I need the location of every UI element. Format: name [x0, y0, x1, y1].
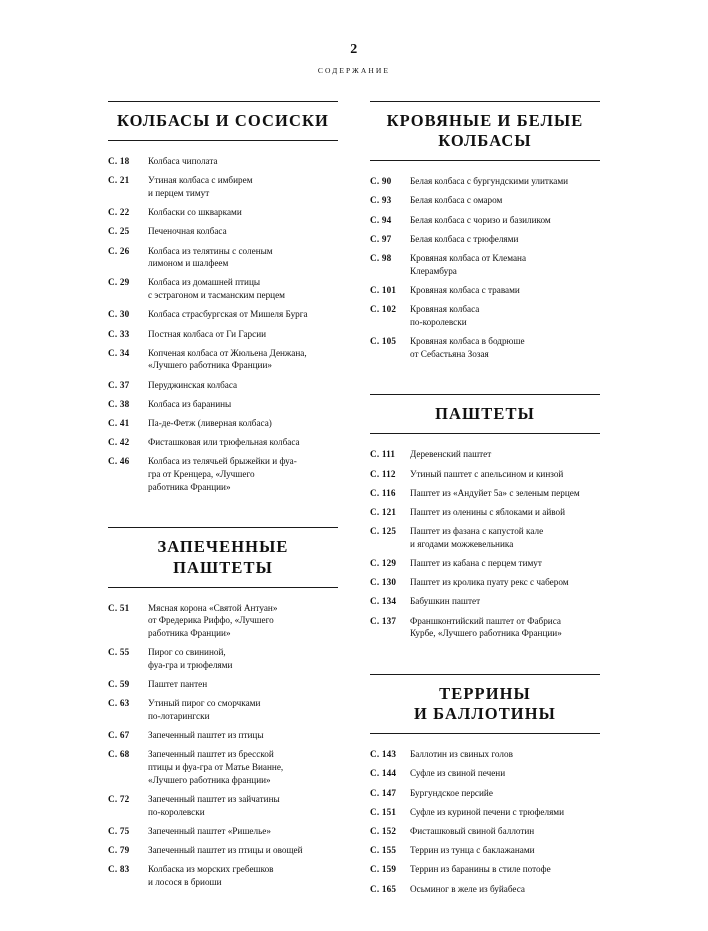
entry-page: С. 144 [370, 768, 397, 779]
entry-page: С. 165 [370, 883, 397, 894]
entry-page: С. 101 [370, 284, 397, 295]
list-item[interactable] [108, 678, 338, 691]
list-item[interactable] [370, 557, 600, 570]
entry-list [370, 748, 600, 895]
list-item[interactable] [370, 175, 600, 188]
list-item[interactable] [108, 206, 338, 219]
entry-title: Запеченный паштет «Ришелье» [148, 825, 271, 836]
entry-page: С. 155 [370, 845, 397, 856]
entry-title: Колбаса из телятины с соленым лимоном и шалфеем [148, 245, 273, 269]
entry-title: Деревенский паштет [410, 449, 492, 460]
entry-title: Мясная корона «Святой Антуан» от Фредерика Риффо, «Лучшего работника Франции» [148, 602, 278, 638]
entry-title: Фисташковая или трюфельная колбаса [148, 437, 300, 448]
entry-page: С. 33 [108, 328, 130, 339]
entry-list [108, 155, 338, 493]
section-baked-pates [108, 527, 338, 888]
entry-page: С. 152 [370, 826, 397, 836]
entry-title: Кровяная колбаса в бодрюше от Себастьяна Зозая [410, 335, 525, 359]
entry-page: С. 90 [370, 176, 392, 187]
entry-title: Бабушкин паштет [410, 596, 481, 607]
entry-title: Колбаска из морских гребешков и лосося в бриоши [148, 864, 274, 887]
entry-title: Колбаса из баранины [148, 398, 232, 409]
entry-title: Запеченный паштет из бресской птицы и фуа-гра от Матье Вианне, «Лучшего работника франции» [148, 749, 284, 785]
entry-page: С. 116 [370, 487, 396, 498]
section-rule-bottom [108, 140, 338, 141]
entry-title: Колбаски со шкварками [148, 207, 242, 218]
entry-page: С. 72 [108, 793, 130, 804]
entry-title: Постная колбаса от Ги Гарсии [148, 328, 267, 339]
entry-page: С. 111 [370, 449, 396, 460]
entry-title: Запеченный паштет из зайчатины по-королевски [148, 793, 280, 817]
list-item[interactable] [108, 379, 338, 392]
entry-list [370, 448, 600, 640]
entry-title: Утиный пирог со сморчками по-лотарингски [148, 698, 261, 721]
entry-page: С. 63 [108, 698, 130, 709]
entry-title: Баллотин из свиных голов [410, 749, 513, 760]
entry-page: С. 30 [108, 309, 130, 320]
list-item[interactable] [108, 793, 338, 818]
list-item[interactable] [370, 806, 600, 819]
entry-page: С. 129 [370, 558, 397, 569]
entry-page: С. 130 [370, 577, 397, 588]
entry-title: Белая колбаса с омаром [410, 195, 503, 206]
entry-page: С. 67 [108, 730, 130, 741]
section-title: ЗАПЕЧЕННЫЕ ПАШТЕТЫ [157, 537, 289, 577]
list-item[interactable] [370, 595, 600, 608]
list-item[interactable] [370, 468, 600, 481]
list-item[interactable] [108, 436, 338, 449]
entry-page: С. 151 [370, 806, 397, 817]
entry-page: С. 121 [370, 507, 397, 517]
list-item[interactable] [108, 225, 338, 238]
entry-title: Франшконтийский паштет от Фабриса Курбе, «Лучшего работника Франции» [410, 615, 562, 639]
entry-page: С. 143 [370, 749, 397, 760]
list-item[interactable] [370, 825, 600, 838]
entry-page: С. 97 [370, 233, 392, 244]
entry-page: С. 134 [370, 596, 397, 607]
entry-page: С. 51 [108, 602, 130, 613]
entry-title: Перуджинская колбаса [148, 379, 238, 390]
entry-list [108, 602, 338, 889]
list-item[interactable] [370, 787, 600, 800]
list-item[interactable] [370, 194, 600, 207]
page-number: 2 [350, 42, 358, 57]
entry-title: Паштет из фазана с капустой кале и ягодами можжевельника [410, 526, 544, 549]
list-item[interactable] [108, 748, 338, 786]
entry-page: С. 83 [108, 864, 130, 875]
section-title: КОЛБАСЫ И СОСИСКИ [117, 111, 329, 130]
running-head: СОДЕРЖАНИЕ [317, 66, 391, 75]
entry-page: С. 22 [108, 207, 130, 218]
list-item[interactable] [370, 506, 600, 519]
list-item[interactable] [108, 825, 338, 838]
entry-page: С. 29 [108, 277, 130, 288]
entry-title: Колбаса из домашней птицы с эстрагоном и тасманским перцем [148, 277, 285, 301]
entry-title: Колбаса страсбургская от Мишеля Бурга [148, 309, 308, 320]
contents-columns [108, 101, 600, 921]
entry-page: С. 21 [108, 175, 130, 186]
list-item[interactable] [108, 398, 338, 411]
section-title: ТЕРРИНЫ И БАЛЛОТИНЫ [414, 684, 556, 724]
entry-title: Белая колбаса с бургундскими улитками [410, 176, 569, 187]
section-sausages [108, 101, 338, 493]
entry-title: Кровяная колбаса от Клемана Клерамбура [410, 253, 527, 276]
list-item[interactable] [370, 487, 600, 500]
list-item[interactable] [370, 284, 600, 297]
section-rule-bottom [108, 587, 338, 588]
entry-title: Суфле из свиной печени [410, 768, 506, 779]
entry-title: Кровяная колбаса по-королевски [410, 304, 480, 327]
list-item[interactable] [108, 155, 338, 168]
entry-title: Террин из тунца с баклажанами [410, 845, 535, 856]
entry-page: С. 94 [370, 214, 392, 225]
entry-page: С. 68 [108, 749, 130, 760]
entry-title: Террин из баранины в стиле потофе [410, 864, 551, 875]
entry-page: С. 102 [370, 304, 397, 315]
list-item[interactable] [370, 863, 600, 876]
entry-title: Пирог со свининой, фуа-гра и трюфелями [148, 647, 233, 670]
entry-title: Паштет из оленины с яблоками и айвой [410, 507, 566, 517]
entry-page: С. 105 [370, 335, 397, 346]
entry-page: С. 37 [108, 379, 130, 390]
entry-title: Паштет из кролика пуату рекс с чабером [410, 577, 569, 588]
entry-title: Па-де-Фетж (ливерная колбаса) [148, 417, 272, 428]
list-item[interactable] [370, 576, 600, 589]
list-item[interactable] [108, 646, 338, 671]
entry-page: С. 98 [370, 253, 392, 263]
entry-page: С. 55 [108, 647, 130, 658]
list-item[interactable] [370, 767, 600, 780]
entry-page: С. 147 [370, 787, 397, 798]
entry-title: Копченая колбаса от Жюльена Денжана, «Лучшего работника Франции» [148, 347, 307, 371]
list-item[interactable] [370, 448, 600, 461]
section-pates [370, 394, 600, 640]
entry-page: С. 93 [370, 195, 392, 206]
entry-title: Белая колбаса с трюфелями [410, 233, 519, 244]
list-item[interactable] [108, 347, 338, 372]
entry-title: Паштет из кабана с перцем тимут [410, 558, 542, 569]
list-item[interactable] [370, 525, 600, 550]
entry-page: С. 26 [108, 245, 130, 256]
list-item[interactable] [370, 214, 600, 227]
entry-page: С. 75 [108, 825, 130, 836]
list-item[interactable] [108, 455, 338, 493]
entry-title: Суфле из куриной печени с трюфелями [410, 806, 565, 817]
entry-title: Кровяная колбаса с травами [410, 284, 520, 295]
list-item[interactable] [370, 883, 600, 896]
entry-page: С. 38 [108, 398, 130, 409]
section-title: ПАШТЕТЫ [435, 404, 535, 424]
section-rule-bottom [370, 733, 600, 734]
list-item[interactable] [108, 276, 338, 301]
list-item[interactable] [370, 615, 600, 640]
list-item[interactable] [108, 245, 338, 270]
list-item[interactable] [108, 174, 338, 199]
contents-column-right [370, 101, 600, 921]
entry-page: С. 25 [108, 226, 130, 237]
list-item[interactable] [370, 233, 600, 246]
entry-title: Запеченный паштет из птицы и овощей [148, 844, 303, 855]
section-terrines-ballotines [370, 674, 600, 895]
entry-title: Паштет пантен [148, 679, 208, 690]
list-item[interactable] [370, 303, 600, 328]
list-item[interactable] [108, 844, 338, 857]
list-item[interactable] [370, 844, 600, 857]
entry-page: С. 18 [108, 156, 130, 167]
list-item[interactable] [108, 863, 338, 888]
entry-page: С. 34 [108, 347, 130, 358]
entry-page: С. 159 [370, 864, 397, 875]
list-item[interactable] [108, 417, 338, 430]
list-item[interactable] [370, 335, 600, 360]
entry-title: Фисташковый свиной баллотин [410, 826, 535, 836]
entry-title: Бургундское персийе [410, 787, 493, 798]
list-item[interactable] [108, 328, 338, 341]
list-item[interactable] [108, 729, 338, 742]
list-item[interactable] [108, 602, 338, 640]
entry-page: С. 59 [108, 679, 130, 690]
section-title: КРОВЯНЫЕ И БЕЛЫЕ КОЛБАСЫ [386, 111, 584, 151]
entry-title: Белая колбаса с чоризо и базиликом [410, 214, 551, 225]
entry-list [370, 175, 600, 360]
entry-title: Паштет из «Андуйет 5а» с зеленым перцем [410, 487, 580, 498]
entry-title: Колбаса чиполата [148, 156, 218, 167]
entry-page: С. 112 [370, 468, 396, 479]
entry-page: С. 41 [108, 417, 130, 428]
list-item[interactable] [370, 748, 600, 761]
entry-title: Утиная колбаса с имбирем и перцем тимут [148, 175, 253, 198]
entry-title: Печеночная колбаса [148, 226, 227, 237]
entry-page: С. 42 [108, 437, 130, 448]
entry-title: Осьминог в желе из буйабеса [410, 883, 525, 894]
entry-title: Запеченный паштет из птицы [148, 730, 264, 741]
section-blood-white-sausages [370, 101, 600, 360]
entry-page: С. 46 [108, 456, 130, 467]
contents-column-left [108, 101, 338, 915]
entry-page: С. 125 [370, 526, 397, 537]
list-item[interactable] [108, 308, 338, 321]
list-item[interactable] [108, 697, 338, 722]
entry-page: С. 137 [370, 615, 397, 626]
entry-title: Колбаса из телячьей брыжейки и фуа- гра от Кренцера, «Лучшего работника Франции» [148, 456, 297, 492]
list-item[interactable] [370, 252, 600, 277]
entry-page: С. 79 [108, 844, 130, 855]
entry-title: Утиный паштет с апельсином и кинзой [410, 468, 564, 479]
section-rule-bottom [370, 160, 600, 161]
section-rule-bottom [370, 433, 600, 434]
